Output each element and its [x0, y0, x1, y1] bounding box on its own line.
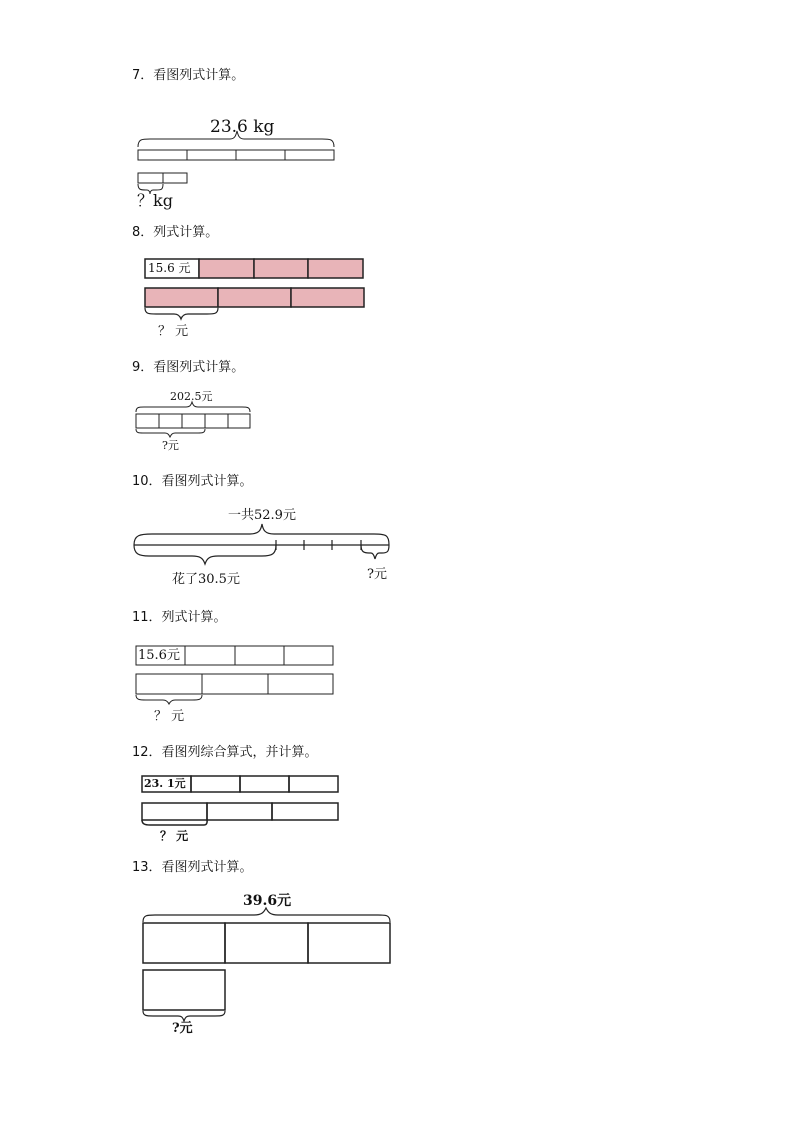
- spent-amount-label: 花了30.5元: [172, 572, 240, 587]
- problem-number: 8．: [132, 225, 154, 240]
- problem-instruction: 列式计算。: [161, 610, 227, 625]
- given-amount-label: 15.6元: [138, 648, 180, 663]
- problem-number: 7．: [132, 68, 154, 83]
- unknown-amount-label: ?元: [162, 439, 179, 452]
- problem-instruction: 看图列式计算。: [161, 860, 253, 875]
- total-amount-label: 一共52.9元: [228, 508, 296, 523]
- problem-instruction: 看图列式计算。: [161, 474, 253, 489]
- top-cell: [191, 776, 240, 792]
- problem-instruction: 看图列综合算式，并计算。: [161, 745, 318, 760]
- bottom-cell: [268, 674, 333, 694]
- problem-9-title: [132, 360, 244, 376]
- problem-8-title: [132, 225, 218, 241]
- given-amount-label: 23. 1元: [144, 777, 186, 790]
- problem-7-diagram: [0, 130, 340, 200]
- bottom-brace: [143, 1011, 225, 1021]
- problem-number: 10．: [132, 474, 162, 489]
- problem-9-diagram: [0, 400, 260, 445]
- bottom-cell: [136, 674, 202, 694]
- problem-11-title: [132, 610, 227, 626]
- problem-number: 11．: [132, 610, 162, 625]
- top-cell: [185, 646, 235, 665]
- unknown-amount-label: ?元: [367, 567, 387, 582]
- total-amount-label: 39.6元: [243, 893, 292, 909]
- bottom-cell: [202, 674, 268, 694]
- bar: [136, 414, 250, 428]
- problem-13-diagram: [0, 905, 400, 1025]
- top-brace: [138, 131, 334, 147]
- unknown-brace: [361, 545, 389, 559]
- total-weight-label: 23.6 kg: [210, 117, 275, 137]
- part-cell: [143, 970, 225, 1010]
- bottom-cell: [272, 803, 338, 820]
- top-brace: [134, 524, 389, 545]
- spent-brace: [134, 545, 276, 564]
- total-cell: [308, 923, 390, 963]
- problem-instruction: 看图列式计算。: [153, 360, 245, 375]
- problem-number: 9．: [132, 360, 154, 375]
- unknown-weight-label: ？kg: [137, 191, 173, 210]
- problem-12-title: [132, 745, 318, 761]
- total-amount-label: 202.5元: [170, 390, 213, 403]
- top-brace: [136, 402, 250, 412]
- given-amount-label: 15.6 元: [148, 261, 191, 275]
- bottom-cell: [142, 803, 207, 820]
- unknown-amount-label: ？ 元: [158, 324, 189, 339]
- unknown-amount-label: ?元: [172, 1021, 193, 1036]
- top-cell: [235, 646, 284, 665]
- bottom-cell: [291, 288, 364, 307]
- top-cell: [284, 646, 333, 665]
- top-cell: [199, 259, 254, 278]
- bottom-brace: [136, 695, 202, 704]
- bottom-brace: [145, 308, 218, 319]
- bottom-cell: [145, 288, 218, 307]
- unknown-amount-label: ？ 元: [160, 829, 189, 843]
- problem-7-title: [132, 68, 244, 84]
- bottom-cell: [207, 803, 272, 820]
- problem-number: 13．: [132, 860, 162, 875]
- bottom-cell: [218, 288, 291, 307]
- problem-instruction: 看图列式计算。: [153, 68, 245, 83]
- problem-13-title: [132, 860, 253, 876]
- problem-instruction: 列式计算。: [153, 225, 219, 240]
- problem-10-title: [132, 474, 253, 490]
- bottom-brace: [136, 429, 205, 437]
- top-cell: [308, 259, 363, 278]
- top-cell: [289, 776, 338, 792]
- top-cell: [254, 259, 308, 278]
- unknown-amount-label: ？ 元: [154, 709, 185, 724]
- top-brace: [143, 908, 390, 922]
- total-cell: [143, 923, 225, 963]
- top-cell: [240, 776, 289, 792]
- problem-number: 12．: [132, 745, 162, 760]
- total-cell: [225, 923, 308, 963]
